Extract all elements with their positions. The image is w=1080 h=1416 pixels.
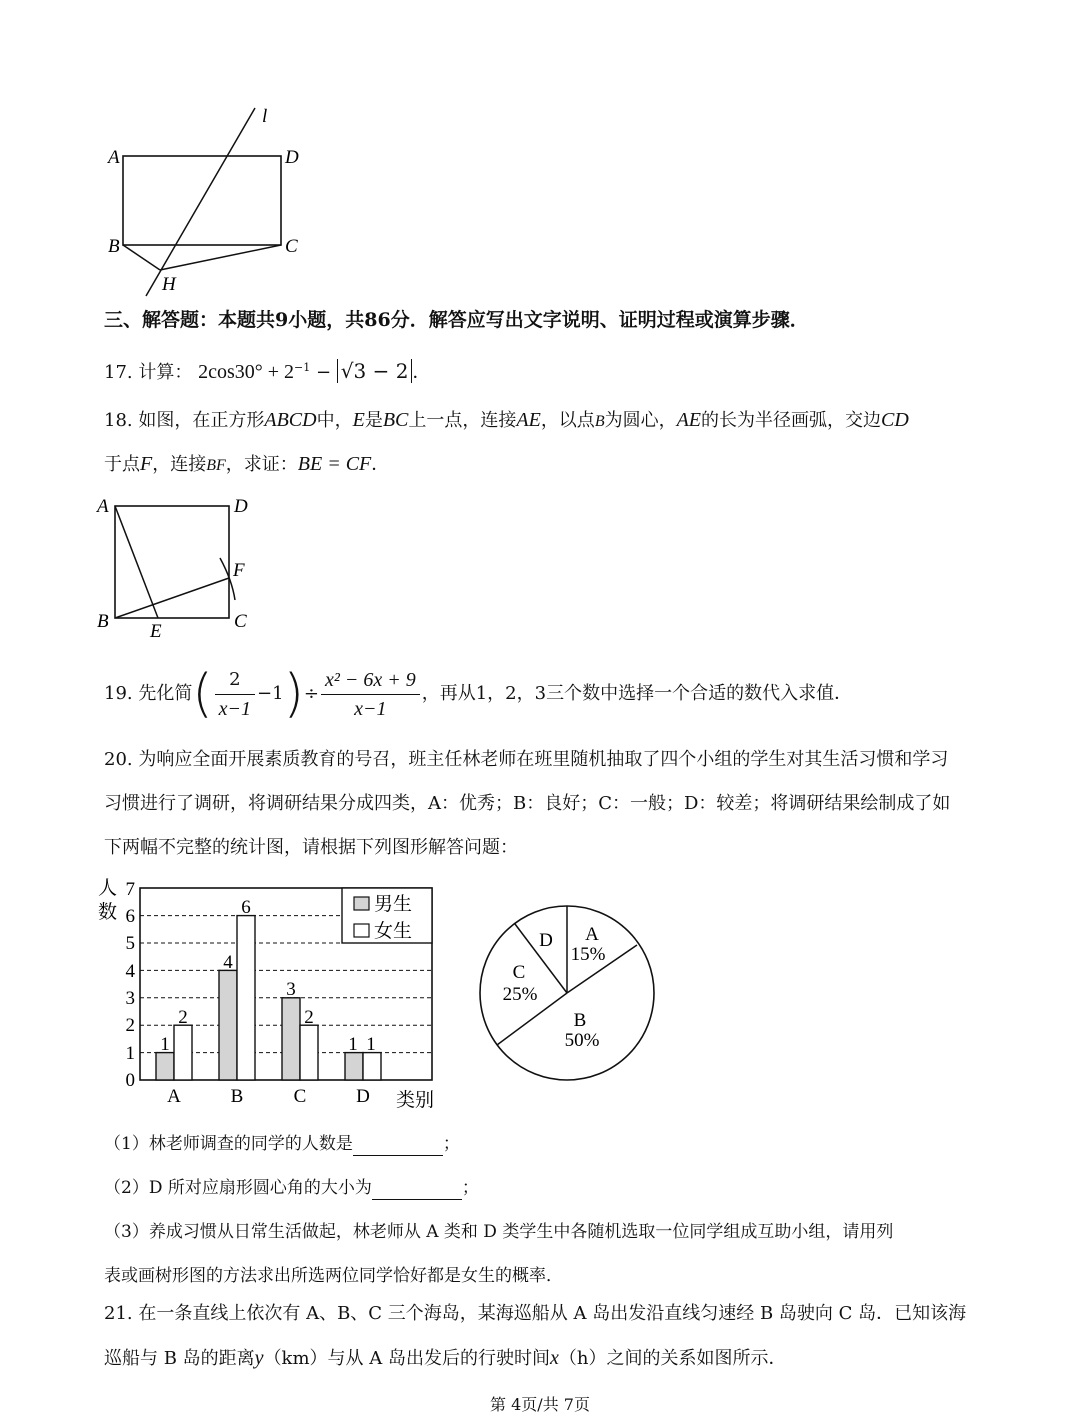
pie-chart <box>470 890 670 1090</box>
answer-blank-1[interactable] <box>353 1137 443 1156</box>
fraction-1: $\frac{2}{x-1}$ <box>215 666 255 723</box>
label-D: D <box>285 147 299 168</box>
svg-text:4: 4 <box>223 952 233 973</box>
svg-text:A: A <box>585 924 599 945</box>
label-A: A <box>97 496 109 517</box>
bar-D-female <box>363 1053 381 1080</box>
answer-blank-2[interactable] <box>372 1181 462 1200</box>
bar-B-male <box>219 970 237 1080</box>
svg-text:15%: 15% <box>570 944 606 965</box>
bar-A-male <box>156 1053 174 1080</box>
question-20-sub2: （2）D 所对应扇形圆心角的大小为 ； <box>104 1178 479 1198</box>
svg-text:1: 1 <box>366 1034 376 1055</box>
section-heading: 三、解答题：本题共9小题，共86分．解答应写出文字说明、证明过程或演算步骤． <box>104 309 809 331</box>
svg-text:女生: 女生 <box>374 921 413 942</box>
y-axis-label-2: 数 <box>98 902 118 923</box>
svg-text:1: 1 <box>125 1043 135 1064</box>
svg-text:B: B <box>230 1086 244 1107</box>
y-axis-label-1: 人 <box>98 878 118 899</box>
fraction-2: $\frac{\text{x² − 6x + 9}}{x-1}$ <box>321 666 420 723</box>
question-19: 19. 先化简( $\frac{2}{x-1}$ −1)÷ $\frac{\text{x² − 6x + 9}}{x-1}$ ，再从1，2，3三个数中选择一个合适的数代入求值． <box>104 664 853 724</box>
question-20-sub3-line2: 表或画树形图的方法求出所选两位同学恰好都是女生的概率． <box>104 1266 563 1286</box>
question-21-line1: 21. 在一条直线上依次有 A、B、C 三个海岛，某海巡船从 A 岛出发沿直线匀速经 B 岛驶向 C 岛．已知该海 <box>104 1303 967 1324</box>
label-C: C <box>234 611 247 632</box>
svg-text:3: 3 <box>286 979 296 1000</box>
label-D: D <box>234 496 248 517</box>
label-F: F <box>233 560 245 581</box>
svg-text:1: 1 <box>348 1034 358 1055</box>
svg-text:7: 7 <box>125 879 135 900</box>
svg-text:25%: 25% <box>502 984 538 1005</box>
bar-B-female <box>237 916 255 1080</box>
svg-text:C: C <box>293 1086 307 1107</box>
page-footer: 第 4页/共 7页 <box>490 1395 590 1414</box>
label-l: l <box>262 106 268 127</box>
svg-text:2: 2 <box>178 1007 188 1028</box>
svg-text:5: 5 <box>125 933 135 954</box>
question-17: 17. 计算： $2\cos 30^\circ + 2^{-1} - √3 - 2$ ． <box>104 359 431 383</box>
bar-chart <box>90 870 450 1120</box>
label-E: E <box>150 621 162 640</box>
svg-text:D: D <box>356 1086 370 1107</box>
x-axis-label: 类别 <box>396 1090 435 1111</box>
svg-text:4: 4 <box>125 961 135 982</box>
svg-text:6: 6 <box>241 897 251 918</box>
chart-legend <box>342 888 432 943</box>
label-B: B <box>97 611 109 632</box>
figure-q16-rectangle <box>100 100 330 300</box>
question-20-sub1: （1）林老师调查的同学的人数是 ； <box>104 1134 460 1154</box>
question-20-line3: 下两幅不完整的统计图，请根据下列图形解答问题： <box>104 837 518 858</box>
label-H: H <box>162 274 176 295</box>
svg-text:2: 2 <box>125 1015 135 1036</box>
svg-text:1: 1 <box>160 1034 170 1055</box>
label-B: B <box>108 236 120 257</box>
bar-C-female <box>300 1025 318 1080</box>
svg-text:50%: 50% <box>564 1030 600 1051</box>
svg-text:男生: 男生 <box>374 894 413 915</box>
abs-value: √3 − 2 <box>337 359 413 383</box>
label-C: C <box>285 236 298 257</box>
question-21-line2: 巡船与 B 岛的距离y（km）与从 A 岛出发后的行驶时间x（h）之间的关系如图所示． <box>104 1347 787 1369</box>
question-18-line2: 于点F，连接BF，求证：BE = CF． <box>104 453 390 475</box>
svg-text:0: 0 <box>125 1070 135 1091</box>
question-20-line1: 20. 为响应全面开展素质教育的号召，班主任林老师在班里随机抽取了四个小组的学生对其生活习惯和学习 <box>104 749 949 770</box>
svg-text:D: D <box>539 930 553 951</box>
svg-text:6: 6 <box>125 906 135 927</box>
svg-text:3: 3 <box>125 988 135 1009</box>
bar-D-male <box>345 1053 363 1080</box>
question-20-sub3-line1: （3）养成习惯从日常生活做起，林老师从 A 类和 D 类学生中各随机选取一位同学组成互助小组，请用列 <box>104 1222 894 1242</box>
svg-text:2: 2 <box>304 1007 314 1028</box>
svg-text:C: C <box>512 962 526 983</box>
svg-text:A: A <box>167 1086 181 1107</box>
bar-A-female <box>174 1025 192 1080</box>
question-18-line1: 18. 如图，在正方形ABCD中，E是BC上一点，连接AE，以点B为圆心，AE的长为半径画弧，交边CD <box>104 409 909 431</box>
figure-q18-square <box>90 490 270 640</box>
label-A: A <box>108 147 120 168</box>
svg-text:B: B <box>573 1010 587 1031</box>
question-20-line2: 习惯进行了调研，将调研结果分成四类，A：优秀；B：良好；C：一般；D：较差；将调研结果绘制成了如 <box>104 793 951 814</box>
bar-C-male <box>282 998 300 1080</box>
